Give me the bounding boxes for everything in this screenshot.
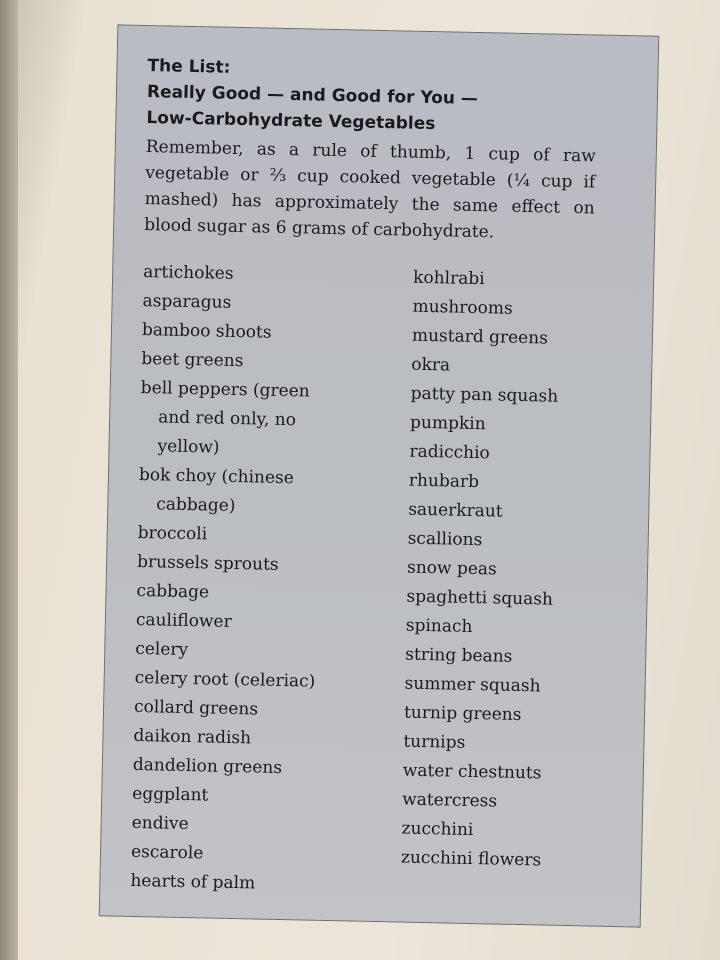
vegetable-item: collard greens bbox=[133, 696, 259, 720]
book-page bbox=[18, 0, 720, 960]
book-spine-shadow bbox=[0, 0, 18, 960]
right-vegetable-column bbox=[401, 264, 561, 876]
vegetable-item: cabbage bbox=[136, 580, 210, 603]
heading-line-3: Low-Carbohydrate Vegetables bbox=[146, 108, 436, 135]
vegetable-item: patty pan squash bbox=[410, 383, 559, 407]
vegetable-item: hearts of palm bbox=[130, 870, 256, 894]
vegetable-item: summer squash bbox=[404, 673, 541, 697]
vegetable-item: beet greens bbox=[141, 349, 244, 372]
heading-line-2: Really Good — and Good for You — bbox=[146, 82, 479, 109]
vegetable-item: dandelion greens bbox=[132, 754, 283, 779]
vegetable-item: celery bbox=[135, 638, 189, 661]
vegetable-item: zucchini bbox=[401, 818, 474, 841]
vegetable-item: water chestnuts bbox=[402, 760, 542, 784]
vegetable-item: mustard greens bbox=[411, 325, 549, 349]
vegetable-item: artichokes bbox=[143, 262, 234, 284]
vegetable-item: endive bbox=[131, 812, 189, 835]
left-vegetable-column bbox=[130, 258, 341, 900]
vegetable-item: scallions bbox=[407, 528, 483, 551]
vegetable-item: pumpkin bbox=[409, 412, 486, 435]
vegetable-item: brussels sprouts bbox=[136, 551, 279, 575]
intro-paragraph: Remember, as a rule of thumb, 1 cup of raw vegetable or ⅔ cup cooked vegetable (¼ cup if mashed) has approximately the same effect on blood sugar as 6 grams of carbohydrate. bbox=[143, 137, 596, 243]
vegetable-item: zucchini flowers bbox=[400, 847, 542, 871]
vegetable-item: escarole bbox=[130, 841, 204, 864]
vegetable-item: asparagus bbox=[142, 291, 232, 313]
vegetable-item: daikon radish bbox=[133, 725, 252, 749]
vegetable-item: kohlrabi bbox=[412, 267, 485, 290]
vegetable-item: bamboo shoots bbox=[141, 320, 272, 343]
vegetable-item: celery root (celeriac) bbox=[134, 667, 316, 692]
vegetable-item: cauliflower bbox=[135, 609, 232, 632]
vegetable-item: string beans bbox=[405, 644, 513, 667]
vegetable-item: mushrooms bbox=[412, 296, 513, 319]
vegetable-item: rhubarb bbox=[408, 470, 480, 493]
vegetable-item: bok choy (chinese cabbage) bbox=[138, 464, 295, 516]
vegetable-item: snow peas bbox=[406, 557, 497, 580]
vegetable-item: turnip greens bbox=[403, 702, 522, 726]
vegetable-item: bell peppers (green and red only, no yellow) bbox=[140, 377, 310, 458]
vegetable-item: turnips bbox=[403, 731, 466, 753]
vegetable-item: broccoli bbox=[137, 522, 208, 545]
list-label: The List: bbox=[147, 56, 231, 78]
vegetable-list-box bbox=[99, 24, 660, 927]
vegetable-item: watercress bbox=[402, 789, 498, 812]
vegetable-item: eggplant bbox=[132, 783, 209, 806]
vegetable-item: okra bbox=[411, 354, 451, 376]
vegetable-item: sauerkraut bbox=[408, 499, 503, 522]
vegetable-item: spaghetti squash bbox=[406, 586, 554, 610]
vegetable-item: spinach bbox=[405, 615, 473, 637]
vegetable-item: radicchio bbox=[409, 441, 490, 464]
